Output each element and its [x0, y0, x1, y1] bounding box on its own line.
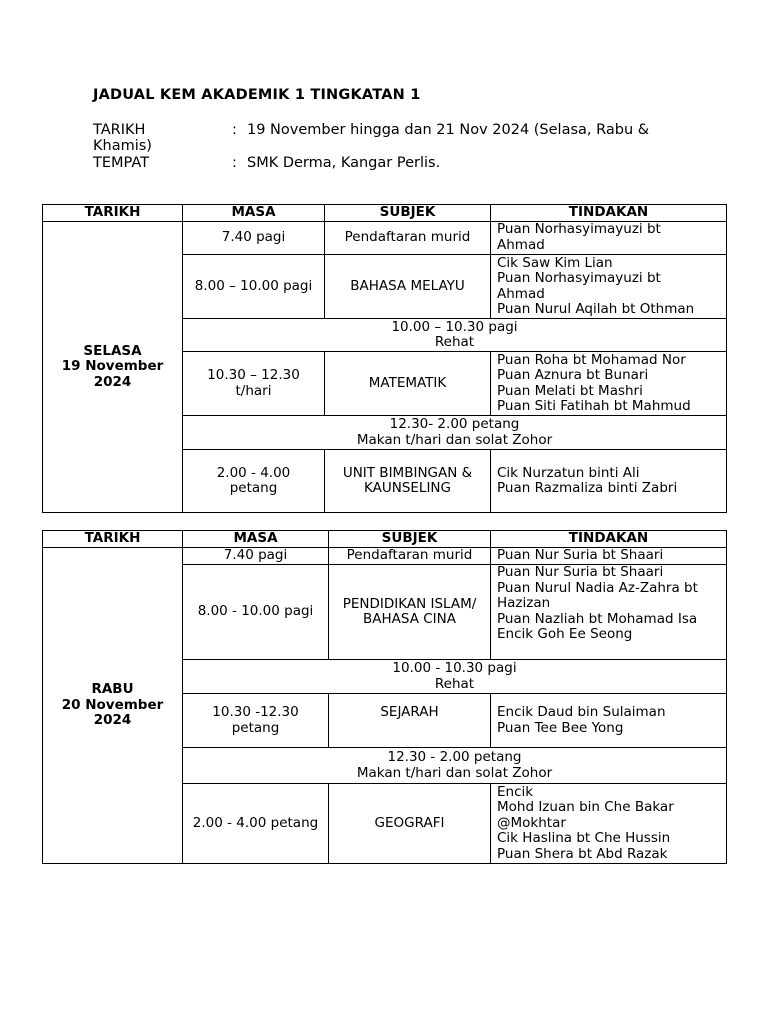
- day-date: 20 November: [61, 696, 164, 713]
- subjek-cell: [329, 565, 491, 660]
- tindakan-line: Encik Daud bin Sulaiman: [497, 704, 666, 720]
- break-time: 10.00 - 10.30 pagi: [392, 660, 517, 676]
- day-name: RABU: [91, 681, 134, 698]
- day-year: 2024: [93, 373, 132, 390]
- tindakan-cell: [491, 565, 727, 660]
- masa-cell: [183, 694, 329, 748]
- tindakan-line: Encik: [497, 783, 534, 800]
- break-label: Rehat: [434, 675, 475, 692]
- tindakan-line: @Mokhtar: [497, 814, 566, 831]
- tindakan-line: Puan Roha bt Mohamad Nor: [497, 351, 686, 368]
- tindakan-cell: [491, 352, 727, 416]
- break-time: 12.30- 2.00 petang: [389, 416, 520, 432]
- masa-line: 10.30 – 12.30: [207, 367, 300, 383]
- tindakan-line: Puan Nurul Aqilah bt Othman: [497, 301, 695, 317]
- tindakan-line: Puan Nur Suria bt Shaari: [497, 564, 664, 580]
- tindakan-cell: [491, 784, 727, 864]
- subjek-spacer: [335, 721, 484, 737]
- subjek-line: PENDIDIKAN ISLAM/: [342, 595, 477, 612]
- masa-cell: 8.00 – 10.00 pagi: [183, 255, 325, 319]
- tindakan-line: Cik Saw Kim Lian: [497, 254, 613, 271]
- tindakan-line: Hazizan: [497, 595, 551, 611]
- break-cell: [183, 416, 727, 450]
- subjek-cell: MATEMATIK: [325, 352, 491, 416]
- tindakan-cell: [491, 222, 727, 255]
- tindakan-line: Puan Siti Fatihah bt Mahmud: [497, 398, 691, 414]
- tempat-colon: :: [232, 155, 237, 171]
- subjek-line: UNIT BIMBINGAN &: [342, 464, 473, 481]
- tindakan-line: Puan Nurul Nadia Az-Zahra bt: [497, 579, 698, 596]
- tindakan-line: Puan Nazliah bt Mohamad Isa: [497, 610, 698, 627]
- schedule-table-rabu: [42, 530, 727, 864]
- col-header-masa: MASA: [183, 531, 329, 548]
- tindakan-line: Mohd Izuan bin Che Bakar: [497, 799, 674, 816]
- col-header-subjek: SUBJEK: [329, 531, 491, 548]
- masa-cell: 7.40 pagi: [183, 548, 329, 565]
- tindakan-line: Puan Norhasyimayuzi bt: [497, 270, 661, 286]
- tindakan-line: Puan Norhasyimayuzi bt: [497, 221, 661, 237]
- day-year: 2024: [93, 712, 132, 729]
- tindakan-cell: [491, 450, 727, 513]
- tarikh-value-wrap: Khamis): [93, 138, 152, 154]
- masa-cell: 8.00 - 10.00 pagi: [183, 565, 329, 660]
- tindakan-line: Puan Razmaliza binti Zabri: [497, 480, 678, 496]
- masa-line: 10.30 -12.30: [212, 704, 299, 720]
- table-row: [43, 222, 727, 255]
- subjek-line: SEJARAH: [380, 704, 439, 720]
- break-time: 10.00 – 10.30 pagi: [391, 318, 518, 335]
- tindakan-cell: [491, 255, 727, 319]
- subjek-cell: Pendaftaran murid: [325, 222, 491, 255]
- subjek-cell: GEOGRAFI: [329, 784, 491, 864]
- table-header-row: [43, 205, 727, 222]
- col-header-tarikh: TARIKH: [43, 205, 183, 222]
- tarikh-colon: :: [232, 122, 237, 138]
- col-header-tindakan: TINDAKAN: [491, 531, 727, 548]
- col-header-tarikh: TARIKH: [43, 531, 183, 548]
- tindakan-line: Puan Melati bt Mashri: [497, 382, 643, 399]
- schedule-table-selasa: [42, 204, 727, 513]
- tarikh-label: TARIKH: [93, 122, 146, 138]
- tindakan-cell: Puan Nur Suria bt Shaari: [491, 548, 727, 565]
- col-header-subjek: SUBJEK: [325, 205, 491, 222]
- table-header-row: [43, 531, 727, 548]
- masa-line: 2.00 - 4.00: [216, 464, 291, 481]
- break-cell: [183, 319, 727, 352]
- tindakan-line: Ahmad: [497, 285, 545, 302]
- subjek-cell: Pendaftaran murid: [329, 548, 491, 565]
- tindakan-line: Puan Aznura bt Bunari: [497, 367, 649, 383]
- break-cell: [183, 660, 727, 694]
- masa-line: t/hari: [235, 382, 272, 399]
- subjek-cell: BAHASA MELAYU: [325, 255, 491, 319]
- masa-line: petang: [231, 719, 280, 736]
- masa-cell: [183, 352, 325, 416]
- break-time: 12.30 - 2.00 petang: [387, 749, 522, 765]
- tindakan-line: Ahmad: [497, 236, 545, 253]
- tindakan-line: Puan Shera bt Abd Razak: [497, 845, 668, 862]
- date-cell: [43, 548, 183, 864]
- tarikh-value: 19 November hingga dan 21 Nov 2024 (Selasa, Rabu &: [247, 122, 650, 138]
- break-label: Rehat: [434, 334, 475, 350]
- tindakan-cell: [491, 694, 727, 748]
- tempat-label: TEMPAT: [93, 155, 149, 171]
- masa-cell: [183, 450, 325, 513]
- date-cell: [43, 222, 183, 513]
- col-header-masa: MASA: [183, 205, 325, 222]
- tindakan-line: Cik Nurzatun binti Ali: [497, 464, 640, 481]
- day-name: SELASA: [83, 342, 142, 359]
- masa-line: petang: [229, 480, 278, 496]
- tindakan-line: Cik Haslina bt Che Hussin: [497, 830, 671, 847]
- day-date: 19 November: [61, 358, 164, 375]
- masa-cell: 2.00 - 4.00 petang: [183, 784, 329, 864]
- tindakan-line: Puan Tee Bee Yong: [497, 719, 624, 736]
- tindakan-line: Encik Goh Ee Seong: [497, 626, 633, 642]
- subjek-cell: [325, 450, 491, 513]
- col-header-tindakan: TINDAKAN: [491, 205, 727, 222]
- table-row: [43, 548, 727, 565]
- subjek-line: BAHASA CINA: [363, 611, 456, 627]
- subjek-line: KAUNSELING: [364, 480, 451, 496]
- subjek-cell: [329, 694, 491, 748]
- masa-cell: 7.40 pagi: [183, 222, 325, 255]
- document-title: JADUAL KEM AKADEMIK 1 TINGKATAN 1: [93, 87, 421, 103]
- tempat-value: SMK Derma, Kangar Perlis.: [247, 155, 441, 171]
- break-label: Makan t/hari dan solat Zohor: [356, 431, 553, 448]
- break-cell: [183, 748, 727, 784]
- break-label: Makan t/hari dan solat Zohor: [356, 764, 553, 781]
